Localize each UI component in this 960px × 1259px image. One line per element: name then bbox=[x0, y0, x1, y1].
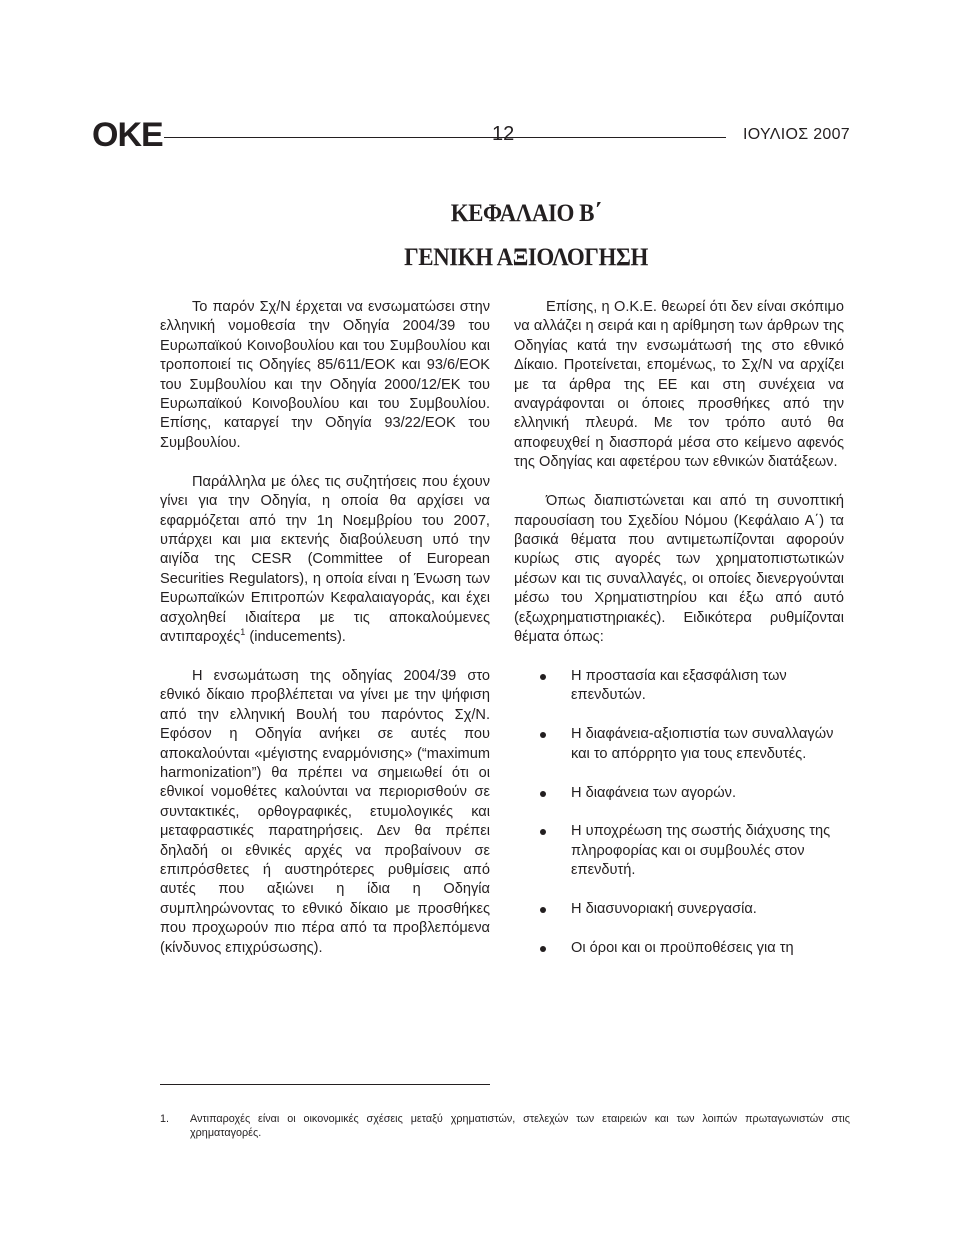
chapter-number: ΚΕΦΑΛΑΙΟ Β΄ bbox=[450, 200, 602, 227]
left-column bbox=[160, 298, 490, 958]
issue-date: ΙΟΥΛΙΟΣ 2007 bbox=[743, 126, 850, 143]
footnote-reference[interactable]: 1 bbox=[240, 627, 246, 637]
right-column bbox=[514, 298, 844, 958]
header-rule-right bbox=[528, 137, 726, 138]
bullet-icon bbox=[540, 829, 546, 835]
paragraph bbox=[160, 473, 490, 648]
list-item bbox=[514, 900, 844, 919]
oke-logo: ΟΚΕ bbox=[92, 116, 163, 154]
list-item bbox=[514, 939, 844, 958]
page-number: 12 bbox=[492, 123, 515, 145]
list-item bbox=[514, 784, 844, 803]
footnote-number: 1. bbox=[160, 1113, 170, 1125]
list-item bbox=[514, 822, 844, 880]
paragraph-text: Παράλληλα με όλες τις συζητήσεις που έχουν γίνει για την Οδηγία, η οποία θα αρχίσει να εφαρμόζεται από την 1η Νοεμβρίου του 2007, υπάρχει και μια εκτενής διαβούλευση υπό την αιγίδα της CESR (Committee of European Securities Regulators), η οποία είναι η Ένωση των Ευρωπαϊκών Επιτροπών Κεφαλαιαγοράς, και έχει ασχοληθεί ιδιαίτερα με τις αποκαλούμενες αντιπαροχές bbox=[160, 473, 490, 645]
footnote bbox=[160, 1112, 850, 1140]
list-item-text: Η διαφάνεια-αξιοπιστία των συναλλαγών και το απόρρητο για τους επενδυτές. bbox=[571, 726, 834, 762]
chapter-title: ΓΕΝΙΚΗ ΑΞΙΟΛΟΓΗΣΗ bbox=[404, 244, 648, 271]
paragraph: Το παρόν Σχ/Ν έρχεται να ενσωματώσει στην ελληνική νομοθεσία την Οδηγία 2004/39 του Ευρωπαϊκού Κοινοβουλίου και του Συμβουλίου και τροποποιεί τις Οδηγίες 85/611/ΕΟΚ και 93/6/ΕΟΚ του Συμβουλίου και την Οδηγία 2000/12/ΕΚ του Ευρωπαϊκού Κοινοβουλίου και του Συμβουλίου. Επίσης, καταργεί την Οδηγία 93/22/ΕΟΚ του Συμβουλίου. bbox=[160, 299, 490, 451]
paragraph: Όπως διαπιστώνεται και από τη συνοπτική παρουσίαση του Σχεδίου Νόμου (Κεφάλαιο Α΄) τα βασικά θέματα που αντιμετωπίζονται αφορούν κυρίως στις αγορές των χρηματοπιστωτικών μέσων και τις συναλλαγές, οι οποίες διενεργούνται μέσω του Χρηματιστηρίου και έξω από αυτό (εξωχρηματιστηριακές). Ειδικότερα ρυθμίζονται θέματα όπως: bbox=[514, 493, 844, 645]
list-item-text: Η διαφάνεια των αγορών. bbox=[571, 784, 737, 801]
paragraph: Επίσης, η Ο.Κ.Ε. θεωρεί ότι δεν είναι σκόπιμο να αλλάζει η σειρά και η αρίθμηση των άρθρων της Οδηγίας κατά την ενσωμάτωσή της στο εθνικό Δίκαιο. Προτείνεται, επομένως, το Σχ/Ν να αρχίζει με τα άρθρα της ΕΕ και στη συνέχεια να αναγράφονται οι όποιες προσθήκες από την ελληνική πλευρά. Με τον τρόπο αυτό θα αποφευχθεί η διασπορά μέσα στο κείμενο αφενός της Οδηγίας και αφετέρου των εθνικών διατάξεων. bbox=[514, 299, 844, 471]
list-item-text: Οι όροι και οι προϋποθέσεις για τη bbox=[571, 940, 794, 957]
page-header bbox=[92, 112, 850, 162]
bullet-icon bbox=[540, 907, 546, 913]
footnote-separator bbox=[160, 1084, 490, 1085]
chapter-heading bbox=[0, 192, 960, 280]
list-item-text: Η προστασία και εξασφάλιση των επενδυτών. bbox=[571, 667, 787, 704]
list-item-text: Η διασυνοριακή συνεργασία. bbox=[571, 901, 757, 918]
list-item-text: Η υποχρέωση της σωστής διάχυσης της πληροφορίας και οι συμβουλές στον επενδυτή. bbox=[571, 823, 831, 879]
bullet-icon bbox=[540, 946, 546, 952]
topics-list bbox=[514, 667, 844, 959]
paragraph-text-end: (inducements). bbox=[245, 629, 346, 645]
bullet-icon bbox=[540, 732, 546, 738]
bullet-icon bbox=[540, 674, 546, 680]
list-item bbox=[514, 667, 844, 706]
bullet-icon bbox=[540, 791, 546, 797]
footnote-text: Αντιπαροχές είναι οι οικονομικές σχέσεις μεταξύ χρηματιστών, στελεχών των εταιρειών και των λοιπών πρωταγωνιστών στις χρηματαγορές. bbox=[190, 1113, 850, 1139]
paragraph: Η ενσωμάτωση της οδηγίας 2004/39 στο εθνικό δίκαιο προβλέπεται να γίνει με την ψήφιση από την ελληνική Βουλή του παρόντος Σχ/Ν. Εφόσον η Οδηγία ανήκει σε αυτές που αποκαλούνται «μέγιστης εναρμόνισης» (“maximum harmonization”) θα πρέπει να σημειωθεί ότι οι εθνικοί νομοθέτες καλούνται να περιορισθούν σε συντακτικές, ορθογραφικές, ετυμολογικές και μεταφραστικές παρατηρήσεις. Δεν θα πρέπει δηλαδή οι εθνικές αρχές να προβαίνουν σε επιπρόσθετες ή αυστηρότερες ρυθμίσεις από αυτές που αξιώνει η ίδια η Οδηγία συμπληρώνοντας το εθνικό δίκαιο με προσθήκες που προχωρούν πιο πέρα από τα προβλεπόμενα (κίνδυνος επιχρύσωσης). bbox=[160, 667, 490, 956]
list-item bbox=[514, 725, 844, 764]
